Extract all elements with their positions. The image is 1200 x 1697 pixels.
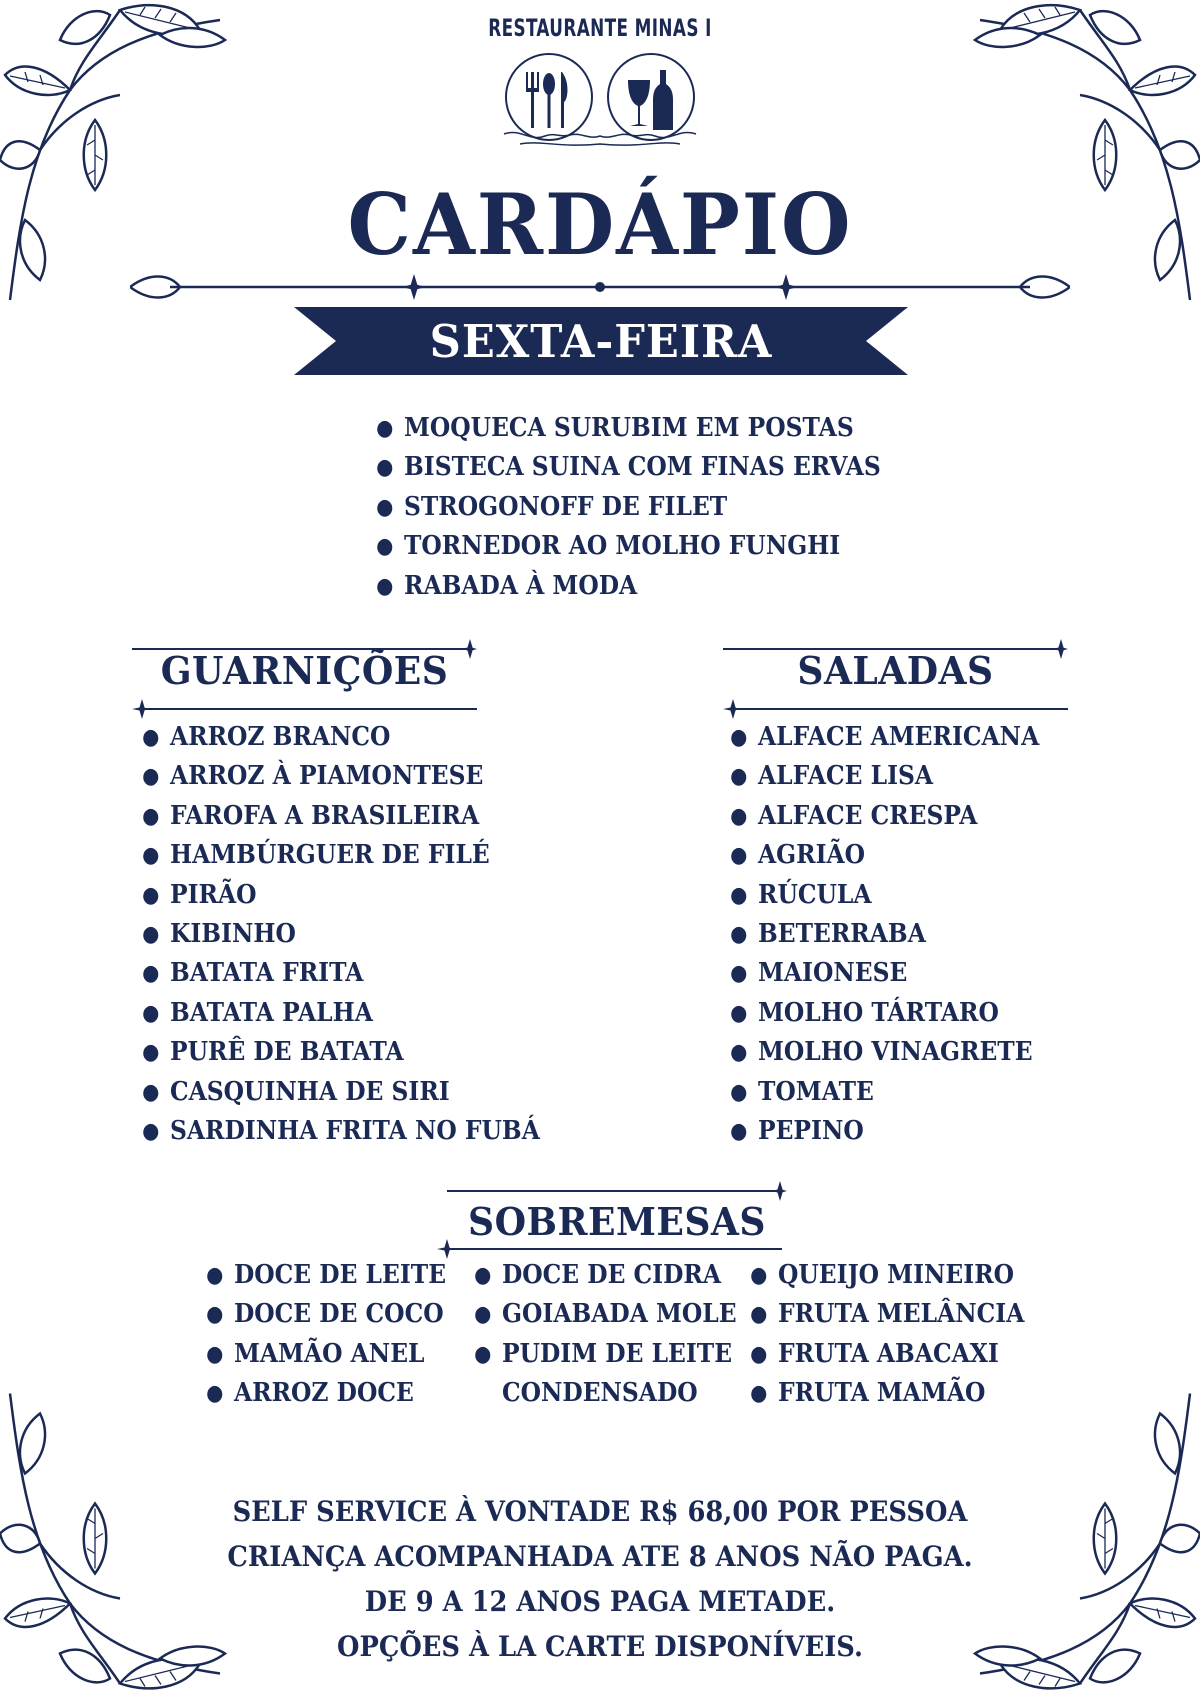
- sobremesas-column-2: [474, 1256, 763, 1414]
- list-item: ● ALFACE LISA: [758, 757, 1039, 796]
- bullet-icon: ●: [474, 1340, 492, 1367]
- footer-price-line: SELF SERVICE À VONTADE R$ 68,00 POR PESSOA: [232, 1495, 968, 1528]
- list-item: ● SARDINHA FRITA NO FUBÁ: [170, 1112, 540, 1151]
- bullet-icon: ●: [730, 842, 748, 869]
- list-item: ● ARROZ DOCE: [234, 1374, 446, 1413]
- list-item: ● BATATA FRITA: [170, 954, 540, 993]
- list-item: ● PEPINO: [758, 1112, 1039, 1151]
- day-label: SEXTA-FEIRA: [429, 315, 773, 368]
- list-item: ● STROGONOFF DE FILET: [404, 488, 881, 527]
- bullet-icon: ●: [206, 1301, 224, 1328]
- sobremesas-title: SOBREMESAS: [468, 1199, 766, 1244]
- list-item: ● QUEIJO MINEIRO: [778, 1256, 1024, 1295]
- list-item: ● MAIONESE: [758, 954, 1039, 993]
- bullet-icon: ●: [142, 842, 160, 869]
- bullet-icon: ●: [730, 724, 748, 750]
- bullet-icon: ●: [730, 763, 748, 790]
- bullet-icon: ●: [142, 960, 160, 987]
- list-item: ● HAMBÚRGUER DE FILÉ: [170, 836, 540, 875]
- list-item: ● FRUTA MELÂNCIA: [778, 1295, 1024, 1334]
- bullet-icon: ●: [730, 1117, 748, 1144]
- bullet-icon: ●: [142, 763, 160, 790]
- guarnicoes-list: [142, 718, 581, 1151]
- bullet-icon: ●: [750, 1301, 768, 1328]
- bullet-icon: ●: [142, 724, 160, 750]
- menu-title: CARDÁPIO: [347, 175, 853, 274]
- bullet-icon: ●: [730, 1078, 748, 1105]
- bullet-icon: ●: [750, 1380, 768, 1407]
- list-item: ● PUDIM DE LEITE: [502, 1335, 737, 1374]
- restaurant-logo: [500, 52, 700, 152]
- restaurant-name: RESTAURANTE MINAS I: [488, 14, 712, 42]
- list-item: ● FRUTA MAMÃO: [778, 1374, 1024, 1413]
- bullet-icon: ●: [730, 802, 748, 829]
- list-item: ● RÚCULA: [758, 876, 1039, 915]
- bullet-icon: ●: [730, 920, 748, 947]
- bullet-icon: ●: [206, 1380, 224, 1407]
- bullet-icon: ●: [376, 533, 394, 560]
- list-item: ● ARROZ BRANCO: [170, 718, 540, 757]
- cutlery-icon: [526, 72, 568, 128]
- list-item: ● ALFACE AMERICANA: [758, 718, 1039, 757]
- bullet-icon: ●: [376, 572, 394, 599]
- list-item: ● MOLHO TÁRTARO: [758, 994, 1039, 1033]
- list-item: ● DOCE DE CIDRA: [502, 1256, 737, 1295]
- bullet-icon: ●: [142, 1039, 160, 1066]
- footer-half-price-line: DE 9 A 12 ANOS PAGA METADE.: [364, 1585, 836, 1618]
- bullet-icon: ●: [376, 493, 394, 520]
- list-item: ● RABADA À MODA: [404, 567, 881, 606]
- list-item: ● DOCE DE LEITE: [234, 1256, 446, 1295]
- bullet-icon: ●: [730, 1039, 748, 1066]
- list-item: ● MOQUECA SURUBIM EM POSTAS: [404, 409, 881, 448]
- bullet-icon: ●: [142, 1117, 160, 1144]
- bullet-icon: ●: [750, 1340, 768, 1367]
- list-item: ● ARROZ À PIAMONTESE: [170, 757, 540, 796]
- list-item: ● BISTECA SUINA COM FINAS ERVAS: [404, 448, 881, 487]
- guarnicoes-title: GUARNIÇÕES: [160, 648, 449, 693]
- list-item: ● PURÊ DE BATATA: [170, 1033, 540, 1072]
- list-item: ● MOLHO VINAGRETE: [758, 1033, 1039, 1072]
- list-item: ● AGRIÃO: [758, 836, 1039, 875]
- sobremesas-column-3: [750, 1256, 1052, 1414]
- list-item: ● CASQUINHA DE SIRI: [170, 1073, 540, 1112]
- list-item: ● TOMATE: [758, 1073, 1039, 1112]
- bullet-icon: ●: [730, 999, 748, 1026]
- list-item-continuation: CONDENSADO: [502, 1378, 698, 1409]
- bullet-icon: ●: [206, 1340, 224, 1367]
- list-item: ● KIBINHO: [170, 915, 540, 954]
- bullet-icon: ●: [142, 999, 160, 1026]
- saladas-list: [730, 718, 1070, 1151]
- bullet-icon: ●: [206, 1262, 224, 1288]
- footer-children-line: CRIANÇA ACOMPANHADA ATE 8 ANOS NÃO PAGA.: [227, 1540, 973, 1573]
- bullet-icon: ●: [376, 415, 394, 441]
- bullet-icon: ●: [730, 881, 748, 908]
- list-item: ● ALFACE CRESPA: [758, 797, 1039, 836]
- list-item: ● FAROFA A BRASILEIRA: [170, 797, 540, 836]
- bullet-icon: ●: [142, 802, 160, 829]
- footer-a-la-carte-line: OPÇÕES À LA CARTE DISPONÍVEIS.: [337, 1630, 863, 1663]
- bullet-icon: ●: [730, 960, 748, 987]
- saladas-title: SALADAS: [797, 648, 994, 693]
- bullet-icon: ●: [474, 1301, 492, 1328]
- list-item: ● BATATA PALHA: [170, 994, 540, 1033]
- sobremesas-column-1: [206, 1256, 470, 1414]
- list-item: ● BETERRABA: [758, 915, 1039, 954]
- bullet-icon: ●: [376, 454, 394, 481]
- title-ornament-rule: [130, 262, 1070, 312]
- list-item: ● PIRÃO: [170, 876, 540, 915]
- bullet-icon: ●: [142, 881, 160, 908]
- list-item: ● TORNEDOR AO MOLHO FUNGHI: [404, 527, 881, 566]
- bullet-icon: ●: [750, 1262, 768, 1288]
- wine-icon: [628, 70, 673, 130]
- bullet-icon: ●: [142, 1078, 160, 1105]
- list-item: ● DOCE DE COCO: [234, 1295, 446, 1334]
- list-item: ● FRUTA ABACAXI: [778, 1335, 1024, 1374]
- bullet-icon: ●: [142, 920, 160, 947]
- bullet-icon: ●: [474, 1262, 492, 1288]
- footer-info: [0, 1489, 1200, 1669]
- list-item: ● MAMÃO ANEL: [234, 1335, 446, 1374]
- list-item: ● GOIABADA MOLE: [502, 1295, 737, 1334]
- main-dishes-list: [376, 409, 934, 606]
